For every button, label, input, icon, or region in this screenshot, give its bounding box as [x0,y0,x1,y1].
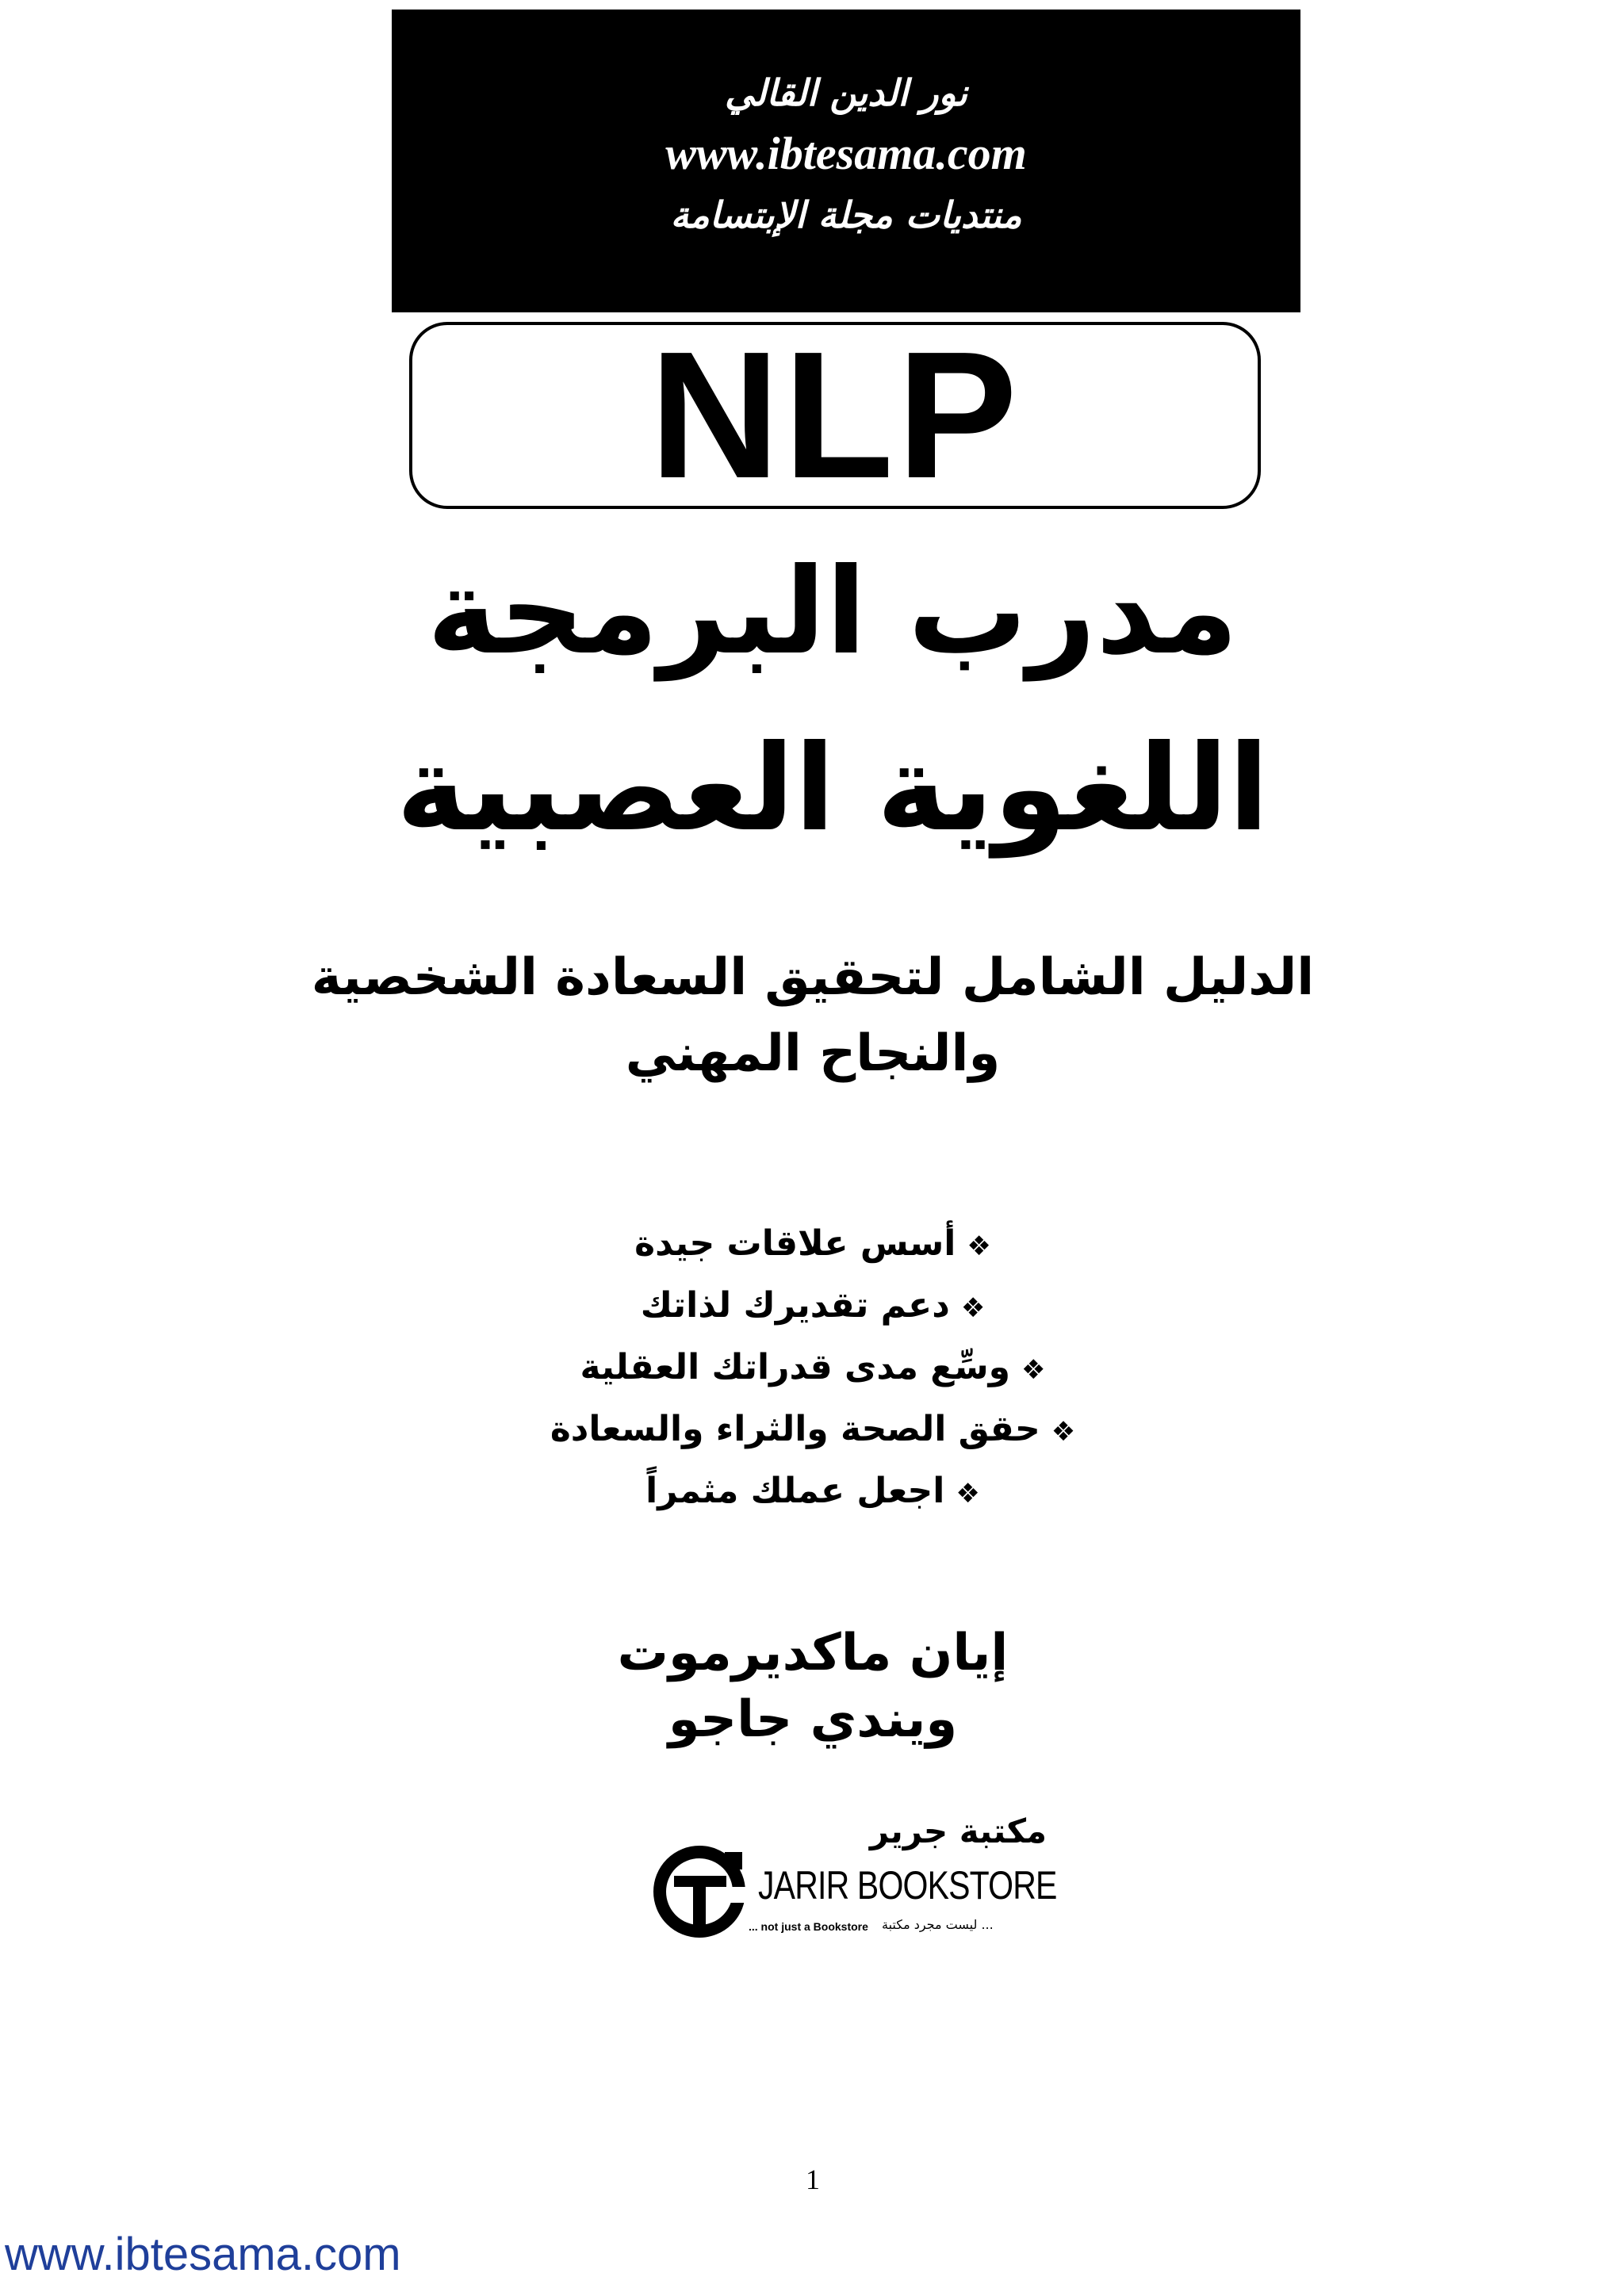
header-author-name: نور الدين القالي [724,71,967,114]
book-subtitle-line-2: والنجاح المهني [625,1024,1001,1083]
list-item [476,1399,1150,1460]
nlp-title: NLP [649,315,1021,516]
publisher-tagline-english: ... not just a Bookstore [749,1920,868,1933]
bullet-text: أسس علاقات جيدة [634,1223,956,1264]
book-title-line-2: اللغوية العصبية [396,720,1270,858]
header-website-url: www.ibtesama.com [665,128,1027,179]
jarir-logo-icon [650,1839,753,1942]
header-forum-name: منتديات مجلة الإبتسامة [670,193,1022,236]
list-item [476,1275,1150,1337]
list-item [476,1213,1150,1275]
bullet-text: دعم تقديرك لذاتك [640,1285,950,1326]
bullet-text: حقق الصحة والثراء والسعادة [550,1409,1040,1449]
page-number: 1 [806,2164,820,2195]
diamond-bullet-icon: ❖ [956,1478,980,1510]
diamond-bullet-icon: ❖ [967,1230,991,1262]
nlp-title-frame [409,315,1261,516]
diamond-bullet-icon: ❖ [1021,1354,1046,1386]
publisher-name-arabic: مكتبة جرير [869,1812,1047,1850]
diamond-bullet-icon: ❖ [1051,1416,1076,1448]
book-title-line-1: مدرب البرمجة [427,543,1239,681]
author-name-2: ويندي جاجو [668,1690,958,1749]
bullet-text: اجعل عملك مثمراً [645,1471,945,1511]
header-banner [392,10,1300,312]
publisher-name-english: JARIR BOOKSTORE [758,1863,1057,1908]
list-item [476,1337,1150,1399]
bullet-text: وسِّع مدى قدراتك العقلية [580,1347,1010,1387]
publisher-tagline-arabic: ... ليست مجرد مكتبة [882,1917,994,1932]
book-subtitle-line-1: الدليل الشامل لتحقيق السعادة الشخصية [311,948,1315,1007]
publisher-logo [650,1809,1057,1960]
list-item [476,1460,1150,1522]
author-name-1: إيان ماكديرموت [617,1624,1009,1682]
diamond-bullet-icon: ❖ [960,1292,986,1324]
footer-website-link[interactable]: www.ibtesama.com [5,2229,401,2280]
feature-bullet-list [476,1213,1150,1522]
